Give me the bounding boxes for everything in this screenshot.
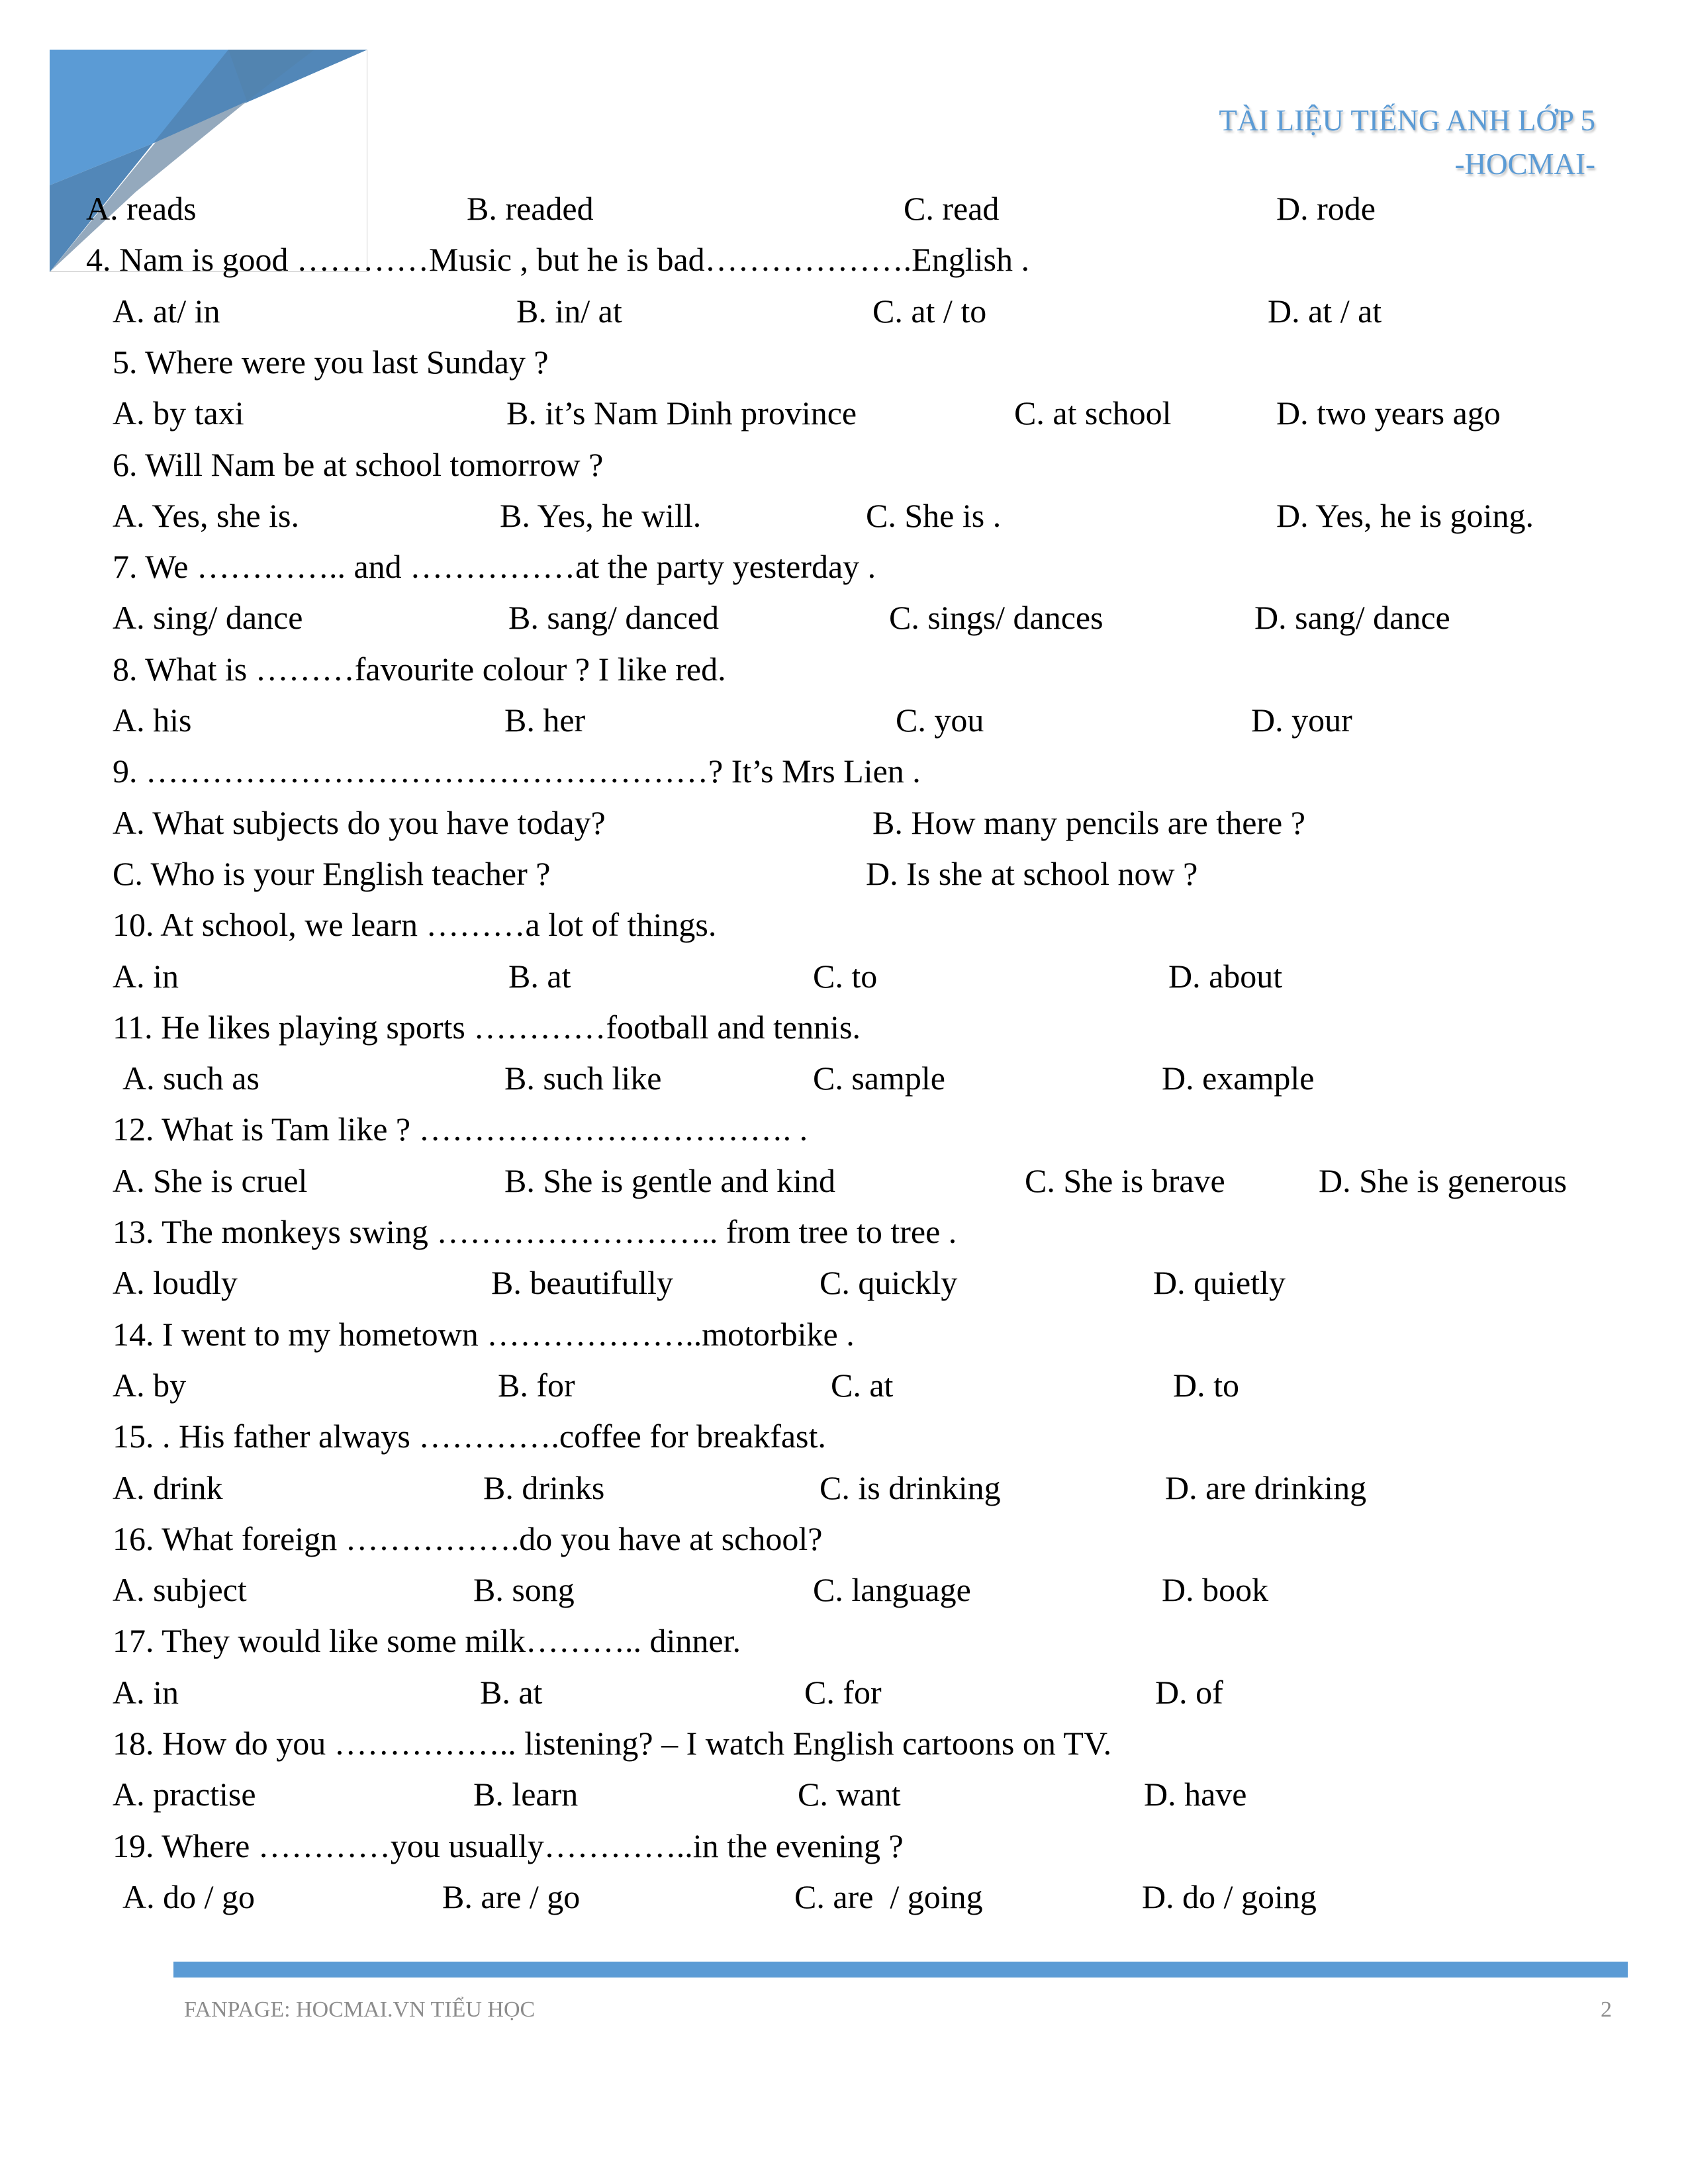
- question-text: 19. Where …………you usually…………..in the evening ?: [113, 1827, 904, 1864]
- option-b: B. drinks: [483, 1469, 605, 1506]
- option-c: C. language: [813, 1571, 971, 1608]
- option-c: C. She is .: [866, 497, 1002, 534]
- option-d: D. example: [1162, 1060, 1315, 1097]
- question-text: 10. At school, we learn ………a lot of things.: [113, 906, 717, 943]
- option-a: A. at/ in: [113, 293, 220, 330]
- question-text: 9. ……………………………………………? It’s Mrs Lien .: [113, 752, 921, 790]
- option-b: B. beautifully: [491, 1264, 673, 1301]
- option-c: C. at: [831, 1367, 894, 1404]
- option-a: A. loudly: [113, 1264, 238, 1301]
- option-b: B. it’s Nam Dinh province: [506, 394, 857, 432]
- page-number: 2: [1601, 1997, 1612, 2022]
- document-subtitle: -HOCMAI-: [1454, 148, 1595, 181]
- option-b: B. in/ at: [516, 293, 622, 330]
- option-a: A. drink: [113, 1469, 223, 1506]
- question-text: 5. Where were you last Sunday ?: [113, 343, 549, 381]
- option-d: D. of: [1155, 1674, 1223, 1711]
- option-a: A. reads: [86, 190, 197, 227]
- option-b: B. her: [504, 702, 586, 739]
- option-b: B. sang/ danced: [508, 599, 719, 636]
- option-d: D. about: [1168, 958, 1283, 995]
- option-d: D. two years ago: [1276, 394, 1501, 432]
- corner-decoration-icon: [50, 50, 367, 272]
- option-d: D. She is generous: [1319, 1162, 1567, 1199]
- option-c: C. She is brave: [1025, 1162, 1225, 1199]
- option-d: D. book: [1162, 1571, 1269, 1608]
- option-c: C. sample: [813, 1060, 945, 1097]
- option-a: A. sing/ dance: [113, 599, 303, 636]
- option-a: A. practise: [113, 1776, 256, 1813]
- option-d: D. are drinking: [1165, 1469, 1367, 1506]
- document-title: TÀI LIỆU TIẾNG ANH LỚP 5: [1219, 104, 1595, 137]
- option-c: C. for: [804, 1674, 882, 1711]
- option-a: A. Yes, she is.: [113, 497, 300, 534]
- question-text: 13. The monkeys swing …………………….. from tree to tree .: [113, 1213, 957, 1250]
- option-b: B. Yes, he will.: [500, 497, 702, 534]
- option-c: C. are / going: [794, 1878, 983, 1915]
- question-text: 7. We ………….. and ……………at the party yesterday .: [113, 548, 876, 585]
- option-a: A. in: [113, 958, 179, 995]
- option-c: C. you: [896, 702, 984, 739]
- option-b: B. at: [508, 958, 571, 995]
- question-text: 6. Will Nam be at school tomorrow ?: [113, 446, 604, 483]
- question-text: 14. I went to my hometown ………………..motorbike .: [113, 1316, 855, 1353]
- option-c: C. to: [813, 958, 878, 995]
- option-d: D. at / at: [1268, 293, 1382, 330]
- option-c: C. is drinking: [820, 1469, 1001, 1506]
- option-b: B. are / go: [442, 1878, 581, 1915]
- option-d: D. have: [1144, 1776, 1247, 1813]
- option-a: C. Who is your English teacher ?: [113, 855, 551, 892]
- question-text: 17. They would like some milk……….. dinner.: [113, 1622, 741, 1659]
- option-b: B. such like: [504, 1060, 662, 1097]
- option-b: B. learn: [473, 1776, 579, 1813]
- option-d: D. Yes, he is going.: [1276, 497, 1534, 534]
- option-c: C. want: [798, 1776, 901, 1813]
- option-a: A. his: [113, 702, 192, 739]
- option-b: B. at: [480, 1674, 543, 1711]
- option-c: C. quickly: [820, 1264, 958, 1301]
- option-a: A. do / go: [122, 1878, 255, 1915]
- option-c: C. at school: [1014, 394, 1172, 432]
- option-b: B. for: [498, 1367, 575, 1404]
- option-a: A. What subjects do you have today?: [113, 804, 606, 841]
- footer-fanpage: FANPAGE: HOCMAI.VN TIỂU HỌC: [184, 1997, 536, 2022]
- option-b: D. Is she at school now ?: [866, 855, 1198, 892]
- footer-divider: [173, 1962, 1628, 1978]
- option-a: A. in: [113, 1674, 179, 1711]
- option-c: C. at / to: [872, 293, 987, 330]
- option-b: B. She is gentle and kind: [504, 1162, 835, 1199]
- option-b: B. readed: [467, 190, 594, 227]
- option-a: A. such as: [122, 1060, 259, 1097]
- option-d: D. do / going: [1142, 1878, 1317, 1915]
- option-d: D. sang/ dance: [1254, 599, 1450, 636]
- question-text: 18. How do you …………….. listening? – I watch English cartoons on TV.: [113, 1725, 1112, 1762]
- option-b: B. song: [473, 1571, 575, 1608]
- question-text: 4. Nam is good …………Music , but he is bad……………….English .: [86, 241, 1029, 278]
- option-c: C. read: [904, 190, 1000, 227]
- question-text: 15. . His father always ………….coffee for breakfast.: [113, 1418, 826, 1455]
- option-c: C. sings/ dances: [889, 599, 1103, 636]
- option-a: A. subject: [113, 1571, 247, 1608]
- option-a: A. She is cruel: [113, 1162, 308, 1199]
- question-text: 11. He likes playing sports …………football and tennis.: [113, 1009, 861, 1046]
- option-a: A. by taxi: [113, 394, 244, 432]
- option-d: D. to: [1173, 1367, 1239, 1404]
- question-text: 8. What is ………favourite colour ? I like red.: [113, 651, 726, 688]
- question-text: 16. What foreign …………….do you have at school?: [113, 1520, 823, 1557]
- question-text: 12. What is Tam like ? ……………………………. .: [113, 1111, 808, 1148]
- option-d: D. quietly: [1153, 1264, 1286, 1301]
- option-d: D. rode: [1276, 190, 1376, 227]
- option-b: B. How many pencils are there ?: [872, 804, 1305, 841]
- option-a: A. by: [113, 1367, 187, 1404]
- option-d: D. your: [1251, 702, 1352, 739]
